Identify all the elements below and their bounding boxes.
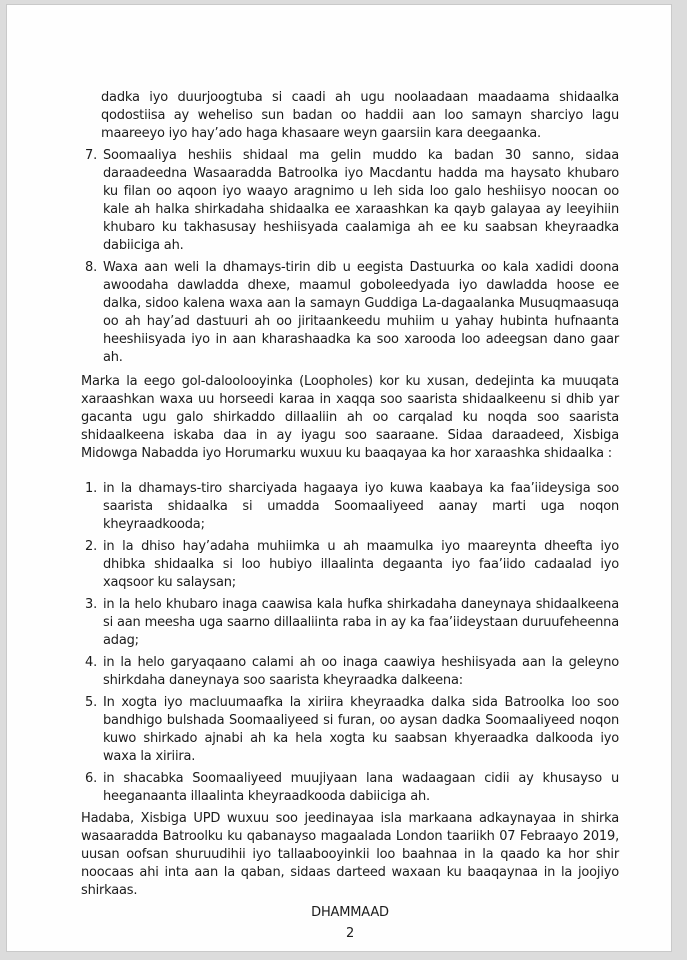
paragraph-loopholes: Marka la eego gol-daloolooyinka (Loopholes) kor ku xusan, dedejinta ka muuqata xaraashkan waxa uu horseedi karaa in xaqqa soo saarista shidaalkeenu si dhib yar gacanta ugu galo shirkaddo dillaaliin ah oo carqalad ku noqda soo saarista shidaalkeena iskaba daa in ay iyagu soo saaraane. Sidaa daraadeed, Xisbiga Midowga Nabadda iyo Horumarku wuxuu ku baaqayaa ka hor xaraashka shidaalka : [81, 374, 619, 461]
document-page [6, 4, 672, 952]
item-text: in la helo garyaqaano calami ah oo inaga caawiya heshiisyada aan la geleyno shirkdaha daneynaya soo saarista kheyraadka dalkeena: [103, 655, 619, 688]
item-number: 2. [85, 539, 98, 554]
demand-item-2 [81, 538, 619, 592]
item-text: in la dhamays-tiro sharciyada hagaaya iyo kuwa kaabaya ka faa’iideysiga soo saarista shidaalka si umadda Soomaaliyeed aanay marti uga noqon kheyraadkooda; [103, 481, 619, 532]
end-marker: DHAMMAAD [311, 905, 389, 920]
document-content [7, 5, 671, 943]
page-number: 2 [345, 926, 355, 941]
item-number: 1. [85, 481, 98, 496]
item-text: in la dhiso hay’adaha muhiimka u ah maamulka iyo maareynta dheefta iyo dhibka shidaalka si loo hubiyo illaalinta degaanta iyo faa’iido cadaalad iyo xaqsoor ku salaysan; [103, 539, 619, 590]
paragraph-closing: Hadaba, Xisbiga UPD wuxuu soo jeedinayaa isla markaana adkaynayaa in shirka wasaaradda Batroolku ku qabanayso magaalada London taariikh 07 Febraayo 2019, uusan oofsan shuruudihii iyo tallaabooyinkii loo baahnaa in la qaado ka hor shir noocaas ahi inta aan la qaban, sidaas darteed waxaan ku baaqaynaa in la joojiyo shirkaas. [81, 811, 619, 898]
demand-item-1 [81, 480, 619, 534]
item-number: 6. [85, 771, 98, 786]
numbered-item-8 [81, 259, 619, 367]
demand-item-6 [81, 770, 619, 806]
item-number: 3. [85, 597, 98, 612]
demand-item-4 [81, 654, 619, 690]
item-text: Soomaaliya heshiis shidaal ma gelin muddo ka badan 30 sanno, sidaa daraadeedna Wasaaradda Batroolka iyo Macdantu hadda ma haysato khubaro ku filan oo aqoon iyo waayo aragnimo u leh sida loo galo heshiisyo noocan oo kale ah halka shirkadaha shidaalka ee xaraashkan ka qayb galayaa ay leeyihiin khubaro ku takhasusay heshiisyada caalamiga ah ee ku saabsan kheyraadka dabiiciga ah. [103, 148, 619, 253]
demand-item-5 [81, 694, 619, 766]
item-text: In xogta iyo macluumaafka la xiriira kheyraadka dalka sida Batroolka loo soo bandhigo bulshada Soomaaliyeed si furan, oo aysan dadka Soomaaliyeed noqon kuwo shirkado ajnabi ah ka hela xogta ku saabsan khyeraadka dalkooda iyo waxa la xiriira. [103, 695, 619, 764]
item-number: 5. [85, 695, 98, 710]
item-text: Waxa aan weli la dhamays-tirin dib u eegista Dastuurka oo kala xadidi doona awoodaha dawladda dhexe, maamul goboleedyada iyo dawladda hoose ee dalka, sidoo kalena waxa aan la samayn Guddiga La-dagaalanka Musuqmaasuqa oo ah hay’ad dastuuri ah oo jiritaankeedu muhiim u yahay hubinta hufnaanta heeshiisyada iyo in aan kharashaadka ka soo xarooda loo adeegsan dano gaar ah. [103, 260, 619, 365]
item-number: 8. [85, 260, 98, 275]
item-text: in la helo khubaro inaga caawisa kala hufka shirkadaha daneynaya shidaalkeena si aan meesha uga saarno dillaaliinta raba in ay ka faa’iideystaan duruufeheenna adag; [103, 597, 619, 648]
item-text: in shacabka Soomaaliyeed muujiyaan lana wadaagaan cidii ay khusayso u heeganaanta illaalinta kheyraadkooda dabiiciga ah. [103, 771, 619, 804]
item-number: 7. [85, 148, 98, 163]
numbered-item-7 [81, 147, 619, 255]
demand-item-3 [81, 596, 619, 650]
paragraph-item6-continuation: dadka iyo duurjoogtuba si caadi ah ugu noolaadaan maadaama shidaalka qodostiisa ay weheliso sun badan oo haddii aan loo samayn sharciyo lagu maareeyo iyo hay’ado haga khasaare weyn gaarsiin kara deegaanka. [101, 90, 619, 141]
item-number: 4. [85, 655, 98, 670]
